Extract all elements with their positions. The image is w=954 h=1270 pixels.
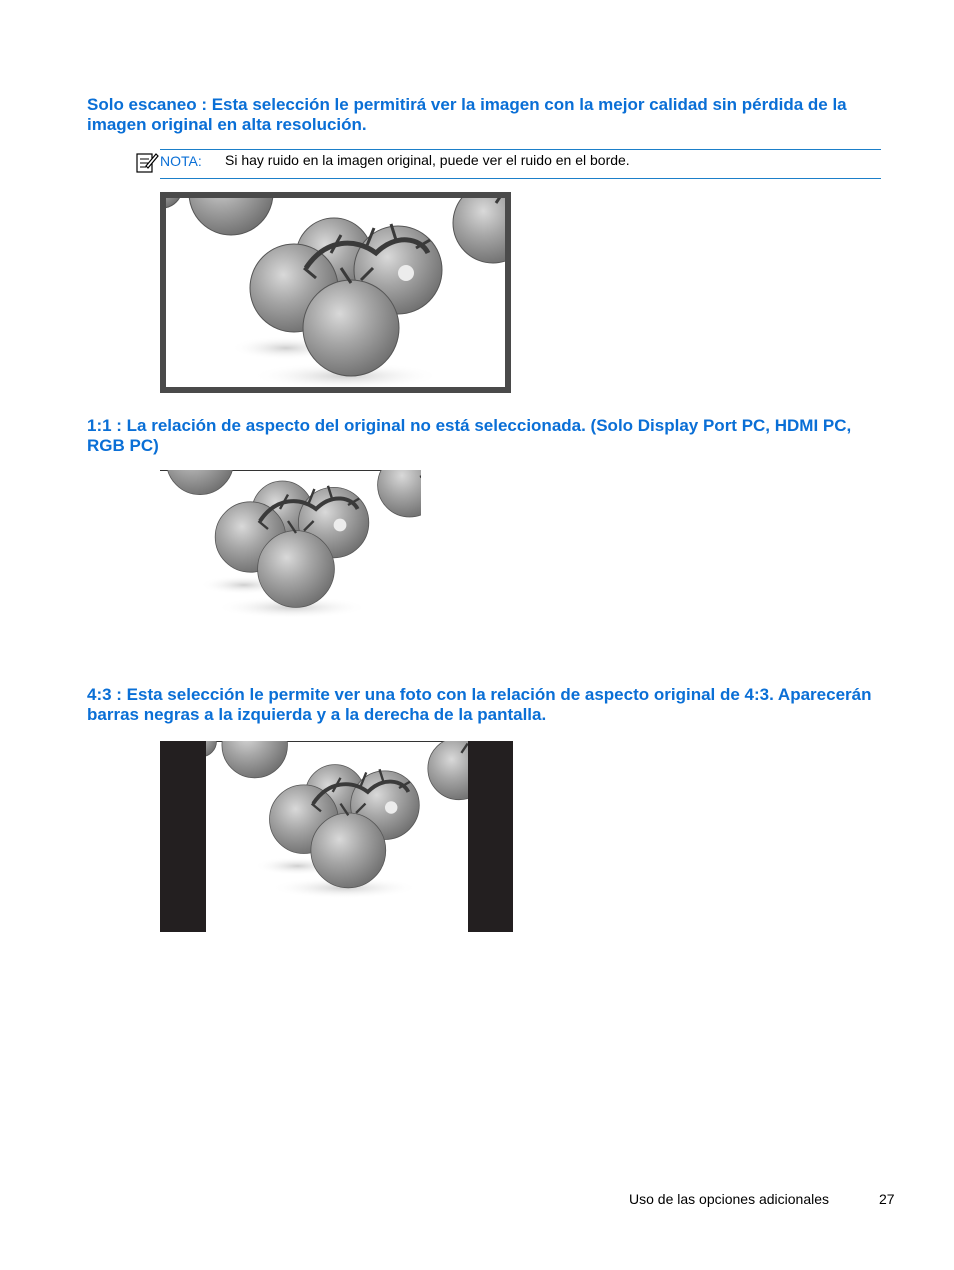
- note-bottom-rule: [160, 178, 881, 179]
- note-text: Si hay ruido en la imagen original, puede ver el ruido en el borde.: [225, 152, 630, 168]
- section-heading-1-1: 1:1 : La relación de aspecto del original no está seleccionada. (Solo Display Port PC, HDMI PC, RGB PC): [87, 416, 852, 455]
- section-heading-solo-escaneo: Solo escaneo : Esta selección le permitirá ver la imagen con la mejor calidad sin pérdida de la imagen original en alta resolución.: [87, 95, 847, 134]
- figure-4-3: [160, 741, 513, 932]
- footer-page-number: 27: [879, 1191, 895, 1207]
- note-label: NOTA:: [160, 153, 202, 169]
- note-box: [134, 147, 881, 179]
- section-heading-4-3: 4:3 : Esta selección le permite ver una foto con la relación de aspecto original de 4:3. Aparecerán barras negras a la izquierda y a la derecha de la pantalla.: [87, 685, 872, 724]
- note-top-rule: [160, 149, 881, 150]
- footer-section-title: Uso de las opciones adicionales: [629, 1191, 830, 1207]
- figure-1-1: [160, 470, 421, 664]
- left-black-bar: [160, 741, 206, 932]
- right-black-bar: [468, 741, 513, 932]
- figure-solo-escaneo: [160, 192, 511, 393]
- note-pencil-icon: [134, 150, 160, 174]
